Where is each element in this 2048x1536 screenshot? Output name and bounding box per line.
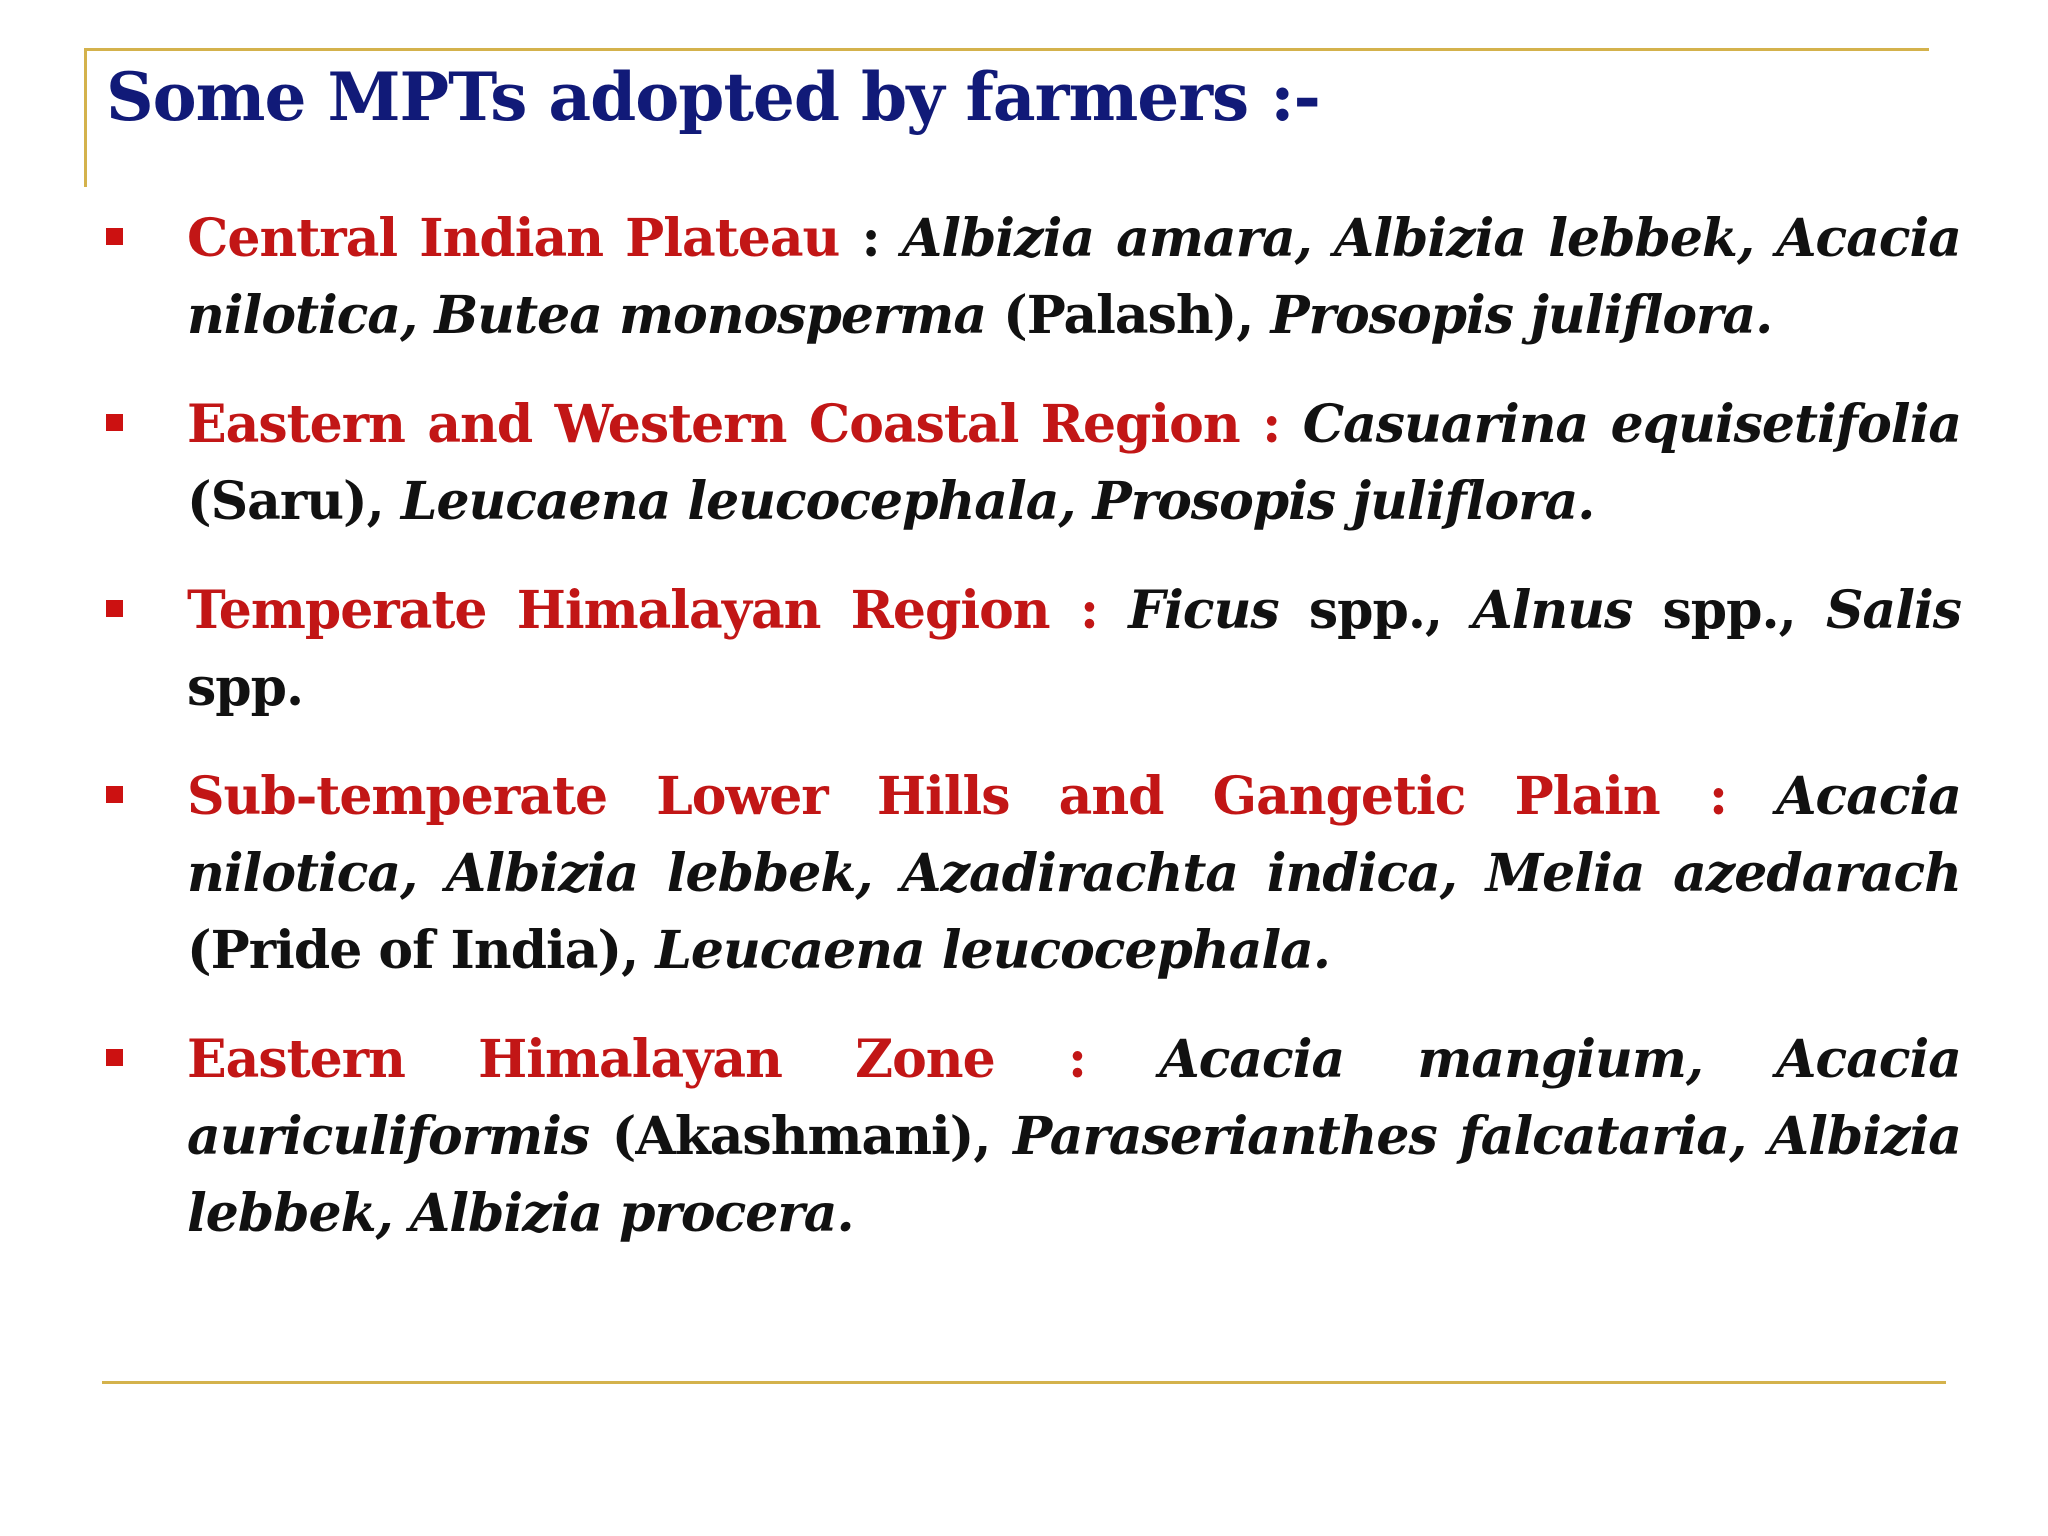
species-text: Acacia nilotica, Albizia lebbek, Azadirachta indica, Melia azedarach [187, 766, 1961, 904]
title-left-rule [84, 48, 87, 187]
species-text: Leucaena leucocephala. [655, 920, 1330, 981]
list-item [106, 572, 1961, 726]
list-item-text [187, 572, 1961, 726]
square-bullet-icon [106, 600, 123, 617]
list-item-text [187, 758, 1961, 989]
list-item [106, 386, 1961, 540]
species-text: Albizia amara, Albizia lebbek, Acacia nilotica, Butea monosperma [187, 208, 1962, 346]
list-item-text [187, 1021, 1961, 1252]
region-name: Eastern Himalayan Zone [187, 1029, 995, 1090]
separator: : [1239, 394, 1303, 455]
spp-text: spp., [1632, 580, 1826, 641]
species-text: Prosopis juliflora. [1270, 285, 1773, 346]
region-name: Eastern and Western Coastal Region [187, 394, 1240, 455]
region-name: Sub-temperate Lower Hills and Gangetic Plain [187, 766, 1660, 827]
title-top-rule [84, 48, 1929, 51]
species-text: Acacia mangium, Acacia auriculiformis [187, 1029, 1961, 1167]
species-text: Paraserianthes falcataria, Albizia lebbek, Albizia procera. [187, 1106, 1961, 1244]
slide-title: Some MPTs adopted by farmers :- [106, 58, 1320, 136]
common-name-text: (Pride of India), [187, 920, 656, 981]
common-name-text: (Saru), [187, 471, 401, 532]
species-text: Alnus [1472, 580, 1633, 641]
region-name: Temperate Himalayan Region [187, 580, 1050, 641]
separator: : [1659, 766, 1777, 827]
spp-text: spp., [1278, 580, 1473, 641]
common-name-text: (Palash), [986, 285, 1271, 346]
square-bullet-icon [106, 414, 123, 431]
square-bullet-icon [106, 1049, 123, 1066]
species-text: Ficus [1128, 580, 1279, 641]
square-bullet-icon [106, 228, 123, 245]
common-name-text: (Akashmani), [589, 1106, 1014, 1167]
region-name: Central Indian Plateau [187, 208, 840, 269]
bullet-list [106, 200, 1961, 1284]
list-item [106, 1021, 1961, 1252]
list-item [106, 758, 1961, 989]
species-text: Casuarina equisetifolia [1302, 394, 1962, 455]
list-item-text [187, 200, 1961, 354]
bottom-rule [102, 1381, 1946, 1384]
list-item [106, 200, 1961, 354]
square-bullet-icon [106, 786, 123, 803]
species-text: Leucaena leucocephala, Prosopis juliflora. [400, 471, 1595, 532]
list-item-text [187, 386, 1961, 540]
separator: : [994, 1029, 1160, 1090]
species-text: Salis [1825, 580, 1961, 641]
separator: : [839, 208, 902, 269]
separator: : [1049, 580, 1129, 641]
spp-text: spp. [187, 657, 304, 718]
